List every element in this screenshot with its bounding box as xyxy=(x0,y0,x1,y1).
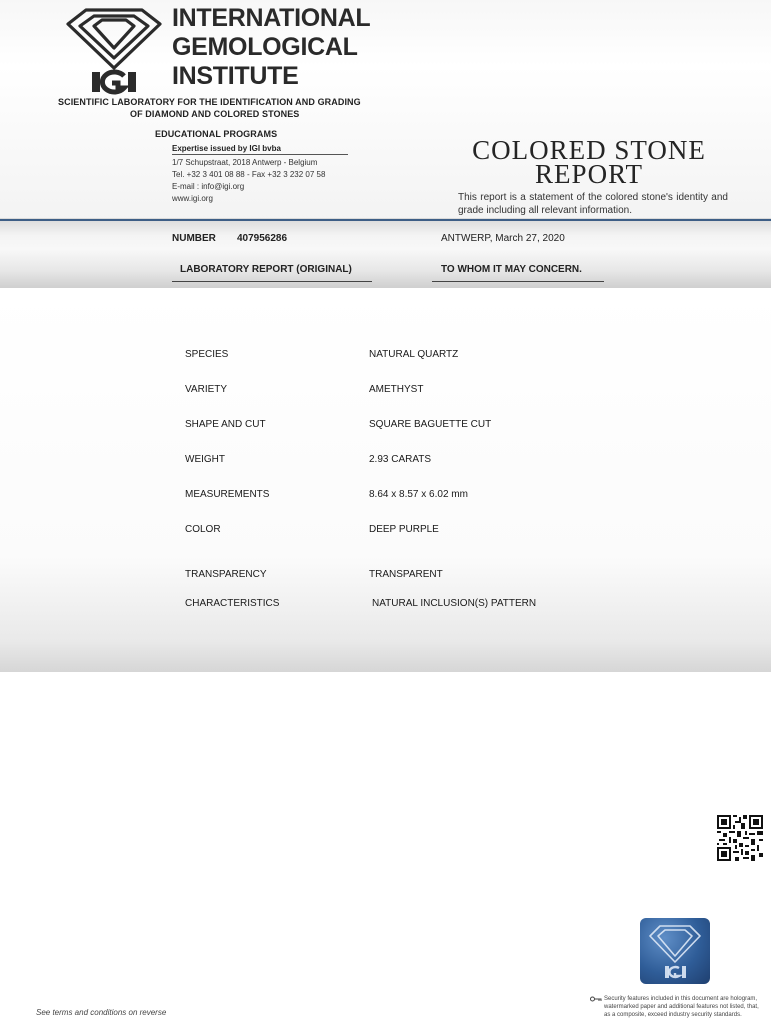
details-section xyxy=(0,290,771,672)
educational-programs: EDUCATIONAL PROGRAMS xyxy=(155,129,278,139)
security-features-note: Security features included in this document are hologram, watermarked paper and additional features not listed, that, as a composite, exceed industry security standards. xyxy=(604,996,759,1018)
org-subtitle-line-1: SCIENTIFIC LABORATORY FOR THE IDENTIFICATION AND GRADING xyxy=(58,97,361,107)
terms-note: See terms and conditions on reverse xyxy=(36,1008,167,1017)
report-type: LABORATORY REPORT (ORIGINAL) xyxy=(180,264,352,275)
accent-divider xyxy=(0,219,771,221)
address: 1/7 Schupstraat, 2018 Antwerp - Belgium xyxy=(172,158,318,167)
detail-value: NATURAL INCLUSION(S) PATTERN xyxy=(372,598,537,609)
addressee-underline xyxy=(432,281,604,282)
key-icon xyxy=(590,996,602,1002)
detail-label: VARIETY xyxy=(185,384,228,395)
detail-value: SQUARE BAGUETTE CUT xyxy=(369,419,492,430)
detail-value: 8.64 x 8.57 x 6.02 mm xyxy=(369,489,468,500)
hologram-diamond-icon xyxy=(640,918,710,984)
org-name-line-3: INSTITUTE xyxy=(172,62,299,90)
detail-label: CHARACTERISTICS xyxy=(185,598,280,609)
detail-label: SPECIES xyxy=(185,349,229,360)
detail-label: COLOR xyxy=(185,524,221,535)
detail-value: NATURAL QUARTZ xyxy=(369,349,459,360)
addressee: TO WHOM IT MAY CONCERN. xyxy=(441,264,582,275)
detail-label: SHAPE AND CUT xyxy=(185,419,266,430)
org-name-line-1: INTERNATIONAL xyxy=(172,4,371,32)
number-label: NUMBER xyxy=(172,233,216,244)
detail-value: AMETHYST xyxy=(369,384,424,395)
expertise-label: Expertise issued by IGI bvba xyxy=(172,144,348,155)
detail-value: DEEP PURPLE xyxy=(369,524,439,535)
location-date: ANTWERP, March 27, 2020 xyxy=(441,233,565,244)
report-title xyxy=(444,135,734,189)
security-hologram xyxy=(640,918,710,984)
igi-diamond-logo xyxy=(62,6,166,96)
report-type-underline xyxy=(172,281,372,282)
report-number: 407956286 xyxy=(237,233,288,244)
detail-value: TRANSPARENT xyxy=(369,569,443,580)
report-title-line-2: REPORT xyxy=(535,159,643,189)
org-subtitle-line-2: OF DIAMOND AND COLORED STONES xyxy=(130,109,300,119)
phone-fax: Tel. +32 3 401 08 88 - Fax +32 3 232 07 58 xyxy=(172,170,326,179)
email: E-mail : info@igi.org xyxy=(172,182,245,191)
detail-value: 2.93 CARATS xyxy=(369,454,432,465)
detail-label: TRANSPARENCY xyxy=(185,569,267,580)
org-name-line-2: GEMOLOGICAL xyxy=(172,33,358,61)
report-description: This report is a statement of the colored stone's identity and grade including all relevant information. xyxy=(458,192,728,216)
website: www.igi.org xyxy=(172,194,213,203)
detail-label: MEASUREMENTS xyxy=(185,489,270,500)
qr-code xyxy=(717,815,763,861)
report-info-band xyxy=(0,218,771,288)
report-title-line-1: COLORED STONE xyxy=(472,135,706,165)
detail-label: WEIGHT xyxy=(185,454,225,465)
